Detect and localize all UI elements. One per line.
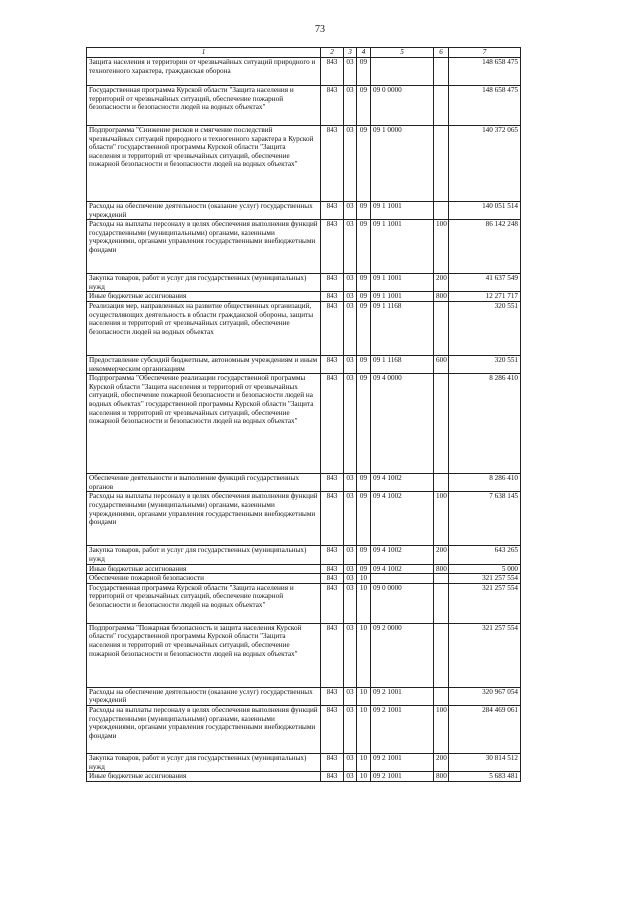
row-ved-cell: 843: [321, 274, 344, 292]
table-row: [87, 126, 521, 202]
row-sum-cell: 140 051 514: [449, 202, 521, 220]
header-cell: 5: [371, 48, 434, 58]
row-expense-type-cell: 100: [434, 492, 449, 546]
row-target-article-cell: 09 2 1001: [371, 772, 434, 782]
row-target-article-cell: 09 4 0000: [371, 374, 434, 474]
row-expense-type-cell: 200: [434, 546, 449, 564]
row-name-cell: Закупка товаров, работ и услуг для государственных (муниципальных) нужд: [87, 546, 321, 564]
row-expense-type-cell: 200: [434, 753, 449, 771]
row-expense-type-cell: 200: [434, 274, 449, 292]
row-ved-cell: 843: [321, 492, 344, 546]
row-ved-cell: 843: [321, 687, 344, 705]
row-expense-type-cell: [434, 623, 449, 687]
row-sum-cell: 148 658 475: [449, 58, 521, 86]
row-ved-cell: 843: [321, 126, 344, 202]
row-ved-cell: 843: [321, 58, 344, 86]
row-subsection-cell: 10: [357, 623, 371, 687]
row-subsection-cell: 09: [357, 58, 371, 86]
row-ved-cell: 843: [321, 546, 344, 564]
row-ved-cell: 843: [321, 564, 344, 574]
row-sum-cell: 140 372 065: [449, 126, 521, 202]
row-section-cell: 03: [344, 355, 357, 373]
row-expense-type-cell: 800: [434, 564, 449, 574]
row-section-cell: 03: [344, 687, 357, 705]
table-row: [87, 374, 521, 474]
row-name-cell: Государственная программа Курской области "Защита населения и территорий от чрезвычайных ситуаций, обеспечение пожарной безопасности и безопасности людей на водных объектах": [87, 86, 321, 126]
row-ved-cell: 843: [321, 220, 344, 274]
row-name-cell: Предоставление субсидий бюджетным, автономным учреждениям и иным некоммерческим организациям: [87, 355, 321, 373]
row-sum-cell: 643 265: [449, 546, 521, 564]
row-sum-cell: 86 142 248: [449, 220, 521, 274]
table-row: [87, 86, 521, 126]
row-section-cell: 03: [344, 574, 357, 584]
row-target-article-cell: 09 0 0000: [371, 86, 434, 126]
row-target-article-cell: 09 2 1001: [371, 687, 434, 705]
table-row: [87, 753, 521, 771]
row-target-article-cell: 09 1 0000: [371, 126, 434, 202]
table-row: [87, 772, 521, 782]
row-name-cell: Расходы на выплаты персоналу в целях обеспечения выполнения функций государственными (муниципальными) органами, казенными учреждениями, органами управления государственными внебюджетными фондами: [87, 492, 321, 546]
row-ved-cell: 843: [321, 705, 344, 753]
table-row: [87, 292, 521, 302]
row-section-cell: 03: [344, 772, 357, 782]
row-ved-cell: 843: [321, 623, 344, 687]
row-sum-cell: 12 271 717: [449, 292, 521, 302]
column-number-header: [87, 48, 521, 58]
row-name-cell: Иные бюджетные ассигнования: [87, 772, 321, 782]
row-sum-cell: 321 257 554: [449, 574, 521, 584]
row-expense-type-cell: [434, 574, 449, 584]
table-row: [87, 274, 521, 292]
row-ved-cell: 843: [321, 292, 344, 302]
row-section-cell: 03: [344, 274, 357, 292]
table-row: [87, 687, 521, 705]
row-sum-cell: 5 000: [449, 564, 521, 574]
row-section-cell: 03: [344, 292, 357, 302]
row-sum-cell: 148 658 475: [449, 86, 521, 126]
row-subsection-cell: 10: [357, 574, 371, 584]
row-sum-cell: 30 814 512: [449, 753, 521, 771]
row-expense-type-cell: 800: [434, 292, 449, 302]
page-number: 73: [315, 24, 325, 35]
row-ved-cell: 843: [321, 355, 344, 373]
row-subsection-cell: 09: [357, 220, 371, 274]
row-name-cell: Иные бюджетные ассигнования: [87, 292, 321, 302]
row-section-cell: 03: [344, 126, 357, 202]
row-expense-type-cell: [434, 126, 449, 202]
row-name-cell: Расходы на выплаты персоналу в целях обеспечения выполнения функций государственными (муниципальными) органами, казенными учреждениями, органами управления государственными внебюджетными фондами: [87, 705, 321, 753]
row-expense-type-cell: [434, 202, 449, 220]
row-section-cell: 03: [344, 86, 357, 126]
table-row: [87, 220, 521, 274]
table-row: [87, 202, 521, 220]
row-sum-cell: 7 638 145: [449, 492, 521, 546]
row-target-article-cell: 09 1 1001: [371, 292, 434, 302]
row-name-cell: Реализация мер, направленных на развитие общественных организаций, осуществляющих деятельность в области гражданской обороны, защиты населения и территорий от чрезвычайных ситуаций, обеспечение безопасности людей на водных объектах: [87, 301, 321, 355]
row-expense-type-cell: [434, 301, 449, 355]
table-row: [87, 623, 521, 687]
row-expense-type-cell: 100: [434, 705, 449, 753]
row-subsection-cell: 09: [357, 126, 371, 202]
row-name-cell: Закупка товаров, работ и услуг для государственных (муниципальных) нужд: [87, 274, 321, 292]
row-target-article-cell: [371, 574, 434, 584]
row-subsection-cell: 10: [357, 583, 371, 623]
row-target-article-cell: 09 1 1001: [371, 220, 434, 274]
row-expense-type-cell: 800: [434, 772, 449, 782]
table-row: [87, 355, 521, 373]
row-expense-type-cell: [434, 374, 449, 474]
row-ved-cell: 843: [321, 772, 344, 782]
row-section-cell: 03: [344, 623, 357, 687]
row-section-cell: 03: [344, 546, 357, 564]
row-subsection-cell: 09: [357, 546, 371, 564]
row-sum-cell: 5 683 481: [449, 772, 521, 782]
row-ved-cell: 843: [321, 753, 344, 771]
row-section-cell: 03: [344, 753, 357, 771]
header-cell: 2: [321, 48, 344, 58]
row-target-article-cell: 09 4 1002: [371, 474, 434, 492]
row-subsection-cell: 09: [357, 474, 371, 492]
table-row: [87, 583, 521, 623]
table-row: [87, 492, 521, 546]
row-sum-cell: 320 551: [449, 301, 521, 355]
row-sum-cell: 8 286 410: [449, 474, 521, 492]
row-name-cell: Иные бюджетные ассигнования: [87, 564, 321, 574]
row-target-article-cell: 09 4 1002: [371, 564, 434, 574]
row-subsection-cell: 09: [357, 355, 371, 373]
row-name-cell: Подпрограмма "Обеспечение реализации государственной программы Курской области "Защита населения и территорий от чрезвычайных ситуаций, обеспечение пожарной безопасности и безопасности людей на водных объектах" государственной программы Курской области "Защита населения и территорий от чрезвычайных ситуаций, обеспечение пожарной безопасности и безопасности людей на водных объектах": [87, 374, 321, 474]
row-subsection-cell: 10: [357, 687, 371, 705]
row-section-cell: 03: [344, 492, 357, 546]
row-target-article-cell: 09 4 1002: [371, 546, 434, 564]
row-section-cell: 03: [344, 58, 357, 86]
row-target-article-cell: 09 1 1168: [371, 301, 434, 355]
row-ved-cell: 843: [321, 574, 344, 584]
row-subsection-cell: 09: [357, 301, 371, 355]
row-target-article-cell: 09 2 1001: [371, 753, 434, 771]
row-target-article-cell: 09 2 1001: [371, 705, 434, 753]
table-row: [87, 474, 521, 492]
row-subsection-cell: 09: [357, 564, 371, 574]
row-subsection-cell: 09: [357, 292, 371, 302]
row-name-cell: Обеспечение пожарной безопасности: [87, 574, 321, 584]
row-expense-type-cell: [434, 583, 449, 623]
row-subsection-cell: 09: [357, 202, 371, 220]
row-subsection-cell: 09: [357, 374, 371, 474]
row-sum-cell: 321 257 554: [449, 623, 521, 687]
row-name-cell: Подпрограмма "Снижение рисков и смягчение последствий чрезвычайных ситуаций природного и техногенного характера в Курской области" государственной программы Курской области "Защита населения и территорий от чрезвычайных ситуаций, обеспечение пожарной безопасности и безопасности людей на водных объектах": [87, 126, 321, 202]
row-expense-type-cell: 600: [434, 355, 449, 373]
table-row: [87, 58, 521, 86]
row-sum-cell: 320 967 054: [449, 687, 521, 705]
row-sum-cell: 8 286 410: [449, 374, 521, 474]
row-target-article-cell: 09 1 1168: [371, 355, 434, 373]
row-subsection-cell: 10: [357, 705, 371, 753]
row-sum-cell: 41 637 549: [449, 274, 521, 292]
header-cell: 6: [434, 48, 449, 58]
header-cell: 4: [357, 48, 371, 58]
row-subsection-cell: 10: [357, 753, 371, 771]
row-ved-cell: 843: [321, 474, 344, 492]
row-target-article-cell: 09 0 0000: [371, 583, 434, 623]
row-sum-cell: 320 551: [449, 355, 521, 373]
row-subsection-cell: 09: [357, 86, 371, 126]
row-target-article-cell: [371, 58, 434, 86]
row-name-cell: Государственная программа Курской области "Защита населения и территорий от чрезвычайных ситуаций, обеспечение пожарной безопасности и безопасности людей на водных объектах": [87, 583, 321, 623]
row-subsection-cell: 10: [357, 772, 371, 782]
row-expense-type-cell: [434, 474, 449, 492]
row-subsection-cell: 09: [357, 274, 371, 292]
table-row: [87, 574, 521, 584]
header-cell: 3: [344, 48, 357, 58]
row-sum-cell: 284 469 061: [449, 705, 521, 753]
row-ved-cell: 843: [321, 202, 344, 220]
row-target-article-cell: 09 2 0000: [371, 623, 434, 687]
row-target-article-cell: 09 1 1001: [371, 274, 434, 292]
row-section-cell: 03: [344, 583, 357, 623]
row-name-cell: Защита населения и территории от чрезвычайных ситуаций природного и техногенного характера, гражданская оборона: [87, 58, 321, 86]
table-row: [87, 301, 521, 355]
row-subsection-cell: 09: [357, 492, 371, 546]
row-name-cell: Подпрограмма "Пожарная безопасность и защита населения Курской области" государственной программы Курской области "Защита населения и территорий от чрезвычайных ситуаций, обеспечение пожарной безопасности и безопасности людей на водных объектах": [87, 623, 321, 687]
row-target-article-cell: 09 1 1001: [371, 202, 434, 220]
row-section-cell: 03: [344, 564, 357, 574]
budget-table: [86, 47, 521, 782]
row-expense-type-cell: 100: [434, 220, 449, 274]
header-cell: 1: [87, 48, 321, 58]
row-name-cell: Закупка товаров, работ и услуг для государственных (муниципальных) нужд: [87, 753, 321, 771]
row-section-cell: 03: [344, 705, 357, 753]
row-expense-type-cell: [434, 86, 449, 126]
row-expense-type-cell: [434, 58, 449, 86]
row-ved-cell: 843: [321, 374, 344, 474]
row-section-cell: 03: [344, 474, 357, 492]
row-name-cell: Расходы на обеспечение деятельности (оказание услуг) государственных учреждений: [87, 202, 321, 220]
row-ved-cell: 843: [321, 301, 344, 355]
table-row: [87, 564, 521, 574]
row-section-cell: 03: [344, 301, 357, 355]
header-cell: 7: [449, 48, 521, 58]
row-name-cell: Обеспечение деятельности и выполнение функций государственных органов: [87, 474, 321, 492]
row-name-cell: Расходы на обеспечение деятельности (оказание услуг) государственных учреждений: [87, 687, 321, 705]
table-row: [87, 546, 521, 564]
row-ved-cell: 843: [321, 583, 344, 623]
row-expense-type-cell: [434, 687, 449, 705]
row-ved-cell: 843: [321, 86, 344, 126]
row-target-article-cell: 09 4 1002: [371, 492, 434, 546]
row-section-cell: 03: [344, 374, 357, 474]
row-sum-cell: 321 257 554: [449, 583, 521, 623]
row-section-cell: 03: [344, 202, 357, 220]
row-name-cell: Расходы на выплаты персоналу в целях обеспечения выполнения функций государственными (муниципальными) органами, казенными учреждениями, органами управления государственными внебюджетными фондами: [87, 220, 321, 274]
row-section-cell: 03: [344, 220, 357, 274]
table-row: [87, 705, 521, 753]
